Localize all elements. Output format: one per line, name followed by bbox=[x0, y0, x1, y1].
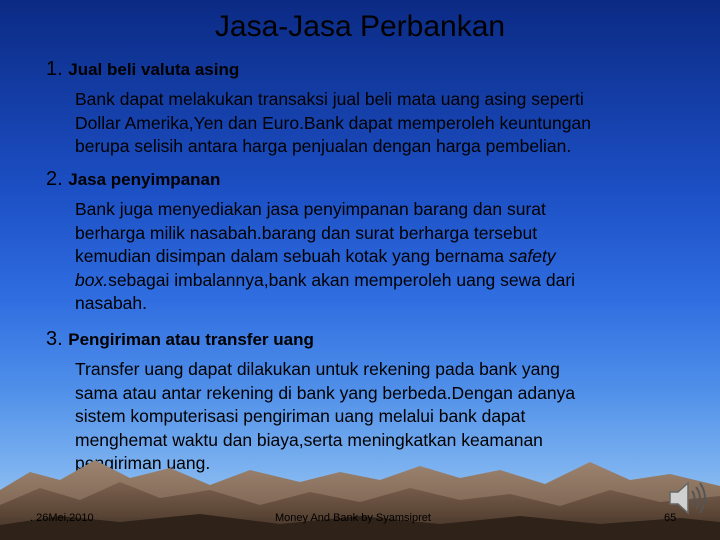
paragraph-line: Bank dapat melakukan transaksi jual beli mata uang asing seperti bbox=[75, 89, 584, 109]
item-paragraph-1 bbox=[75, 88, 675, 159]
paragraph-line: nasabah. bbox=[75, 293, 148, 313]
item-paragraph-2 bbox=[75, 198, 675, 316]
italic-term: safety bbox=[508, 246, 556, 266]
speaker-icon[interactable] bbox=[662, 474, 710, 522]
paragraph-text: sebagai imbalannya,bank akan memperoleh uang sewa dari bbox=[108, 269, 576, 290]
item-heading-1 bbox=[46, 58, 239, 81]
item-heading-text: Pengiriman atau transfer uang bbox=[68, 330, 314, 349]
item-number: 3. bbox=[46, 328, 63, 350]
paragraph-line: berupa selisih antara harga penjualan dengan harga pembelian. bbox=[75, 136, 572, 156]
paragraph-line: sistem komputerisasi pengiriman uang melalui bank dapat bbox=[75, 406, 526, 426]
item-heading-3 bbox=[46, 328, 314, 351]
item-heading-text: Jual beli valuta asing bbox=[68, 60, 240, 79]
paragraph-line: menghemat waktu dan biaya,serta meningkatkan keamanan bbox=[75, 429, 543, 450]
paragraph-line bbox=[75, 269, 675, 293]
paragraph-line: pengiriman uang. bbox=[75, 453, 211, 473]
paragraph-text: kemudian disimpan dalam sebuah kotak yang bernama bbox=[75, 246, 505, 266]
paragraph-line: berharga milik nasabah.barang dan surat berharga tersebut bbox=[75, 222, 538, 243]
item-number: 1. bbox=[46, 58, 63, 80]
slide-title: Jasa-Jasa Perbankan bbox=[214, 10, 506, 43]
item-number: 2. bbox=[46, 168, 63, 190]
italic-term: box. bbox=[75, 269, 109, 290]
mountains-decoration bbox=[0, 450, 720, 540]
footer-date: . 26Mei,2010 bbox=[30, 512, 94, 524]
item-heading-text: Jasa penyimpanan bbox=[68, 170, 221, 189]
paragraph-line: Transfer uang dapat dilakukan untuk rekening pada bank yang bbox=[75, 359, 560, 379]
item-heading-2 bbox=[46, 168, 220, 191]
paragraph-line: sama atau antar rekening di bank yang berbeda.Dengan adanya bbox=[75, 382, 576, 403]
paragraph-line: Dollar Amerika,Yen dan Euro.Bank dapat memperoleh keuntungan bbox=[75, 112, 591, 133]
footer-page-number: 65 bbox=[664, 512, 677, 524]
footer-center-text: Money And Bank by Syamsipret bbox=[275, 512, 431, 524]
paragraph-line: Bank juga menyediakan jasa penyimpanan barang dan surat bbox=[75, 199, 546, 219]
paragraph-line bbox=[75, 245, 675, 269]
